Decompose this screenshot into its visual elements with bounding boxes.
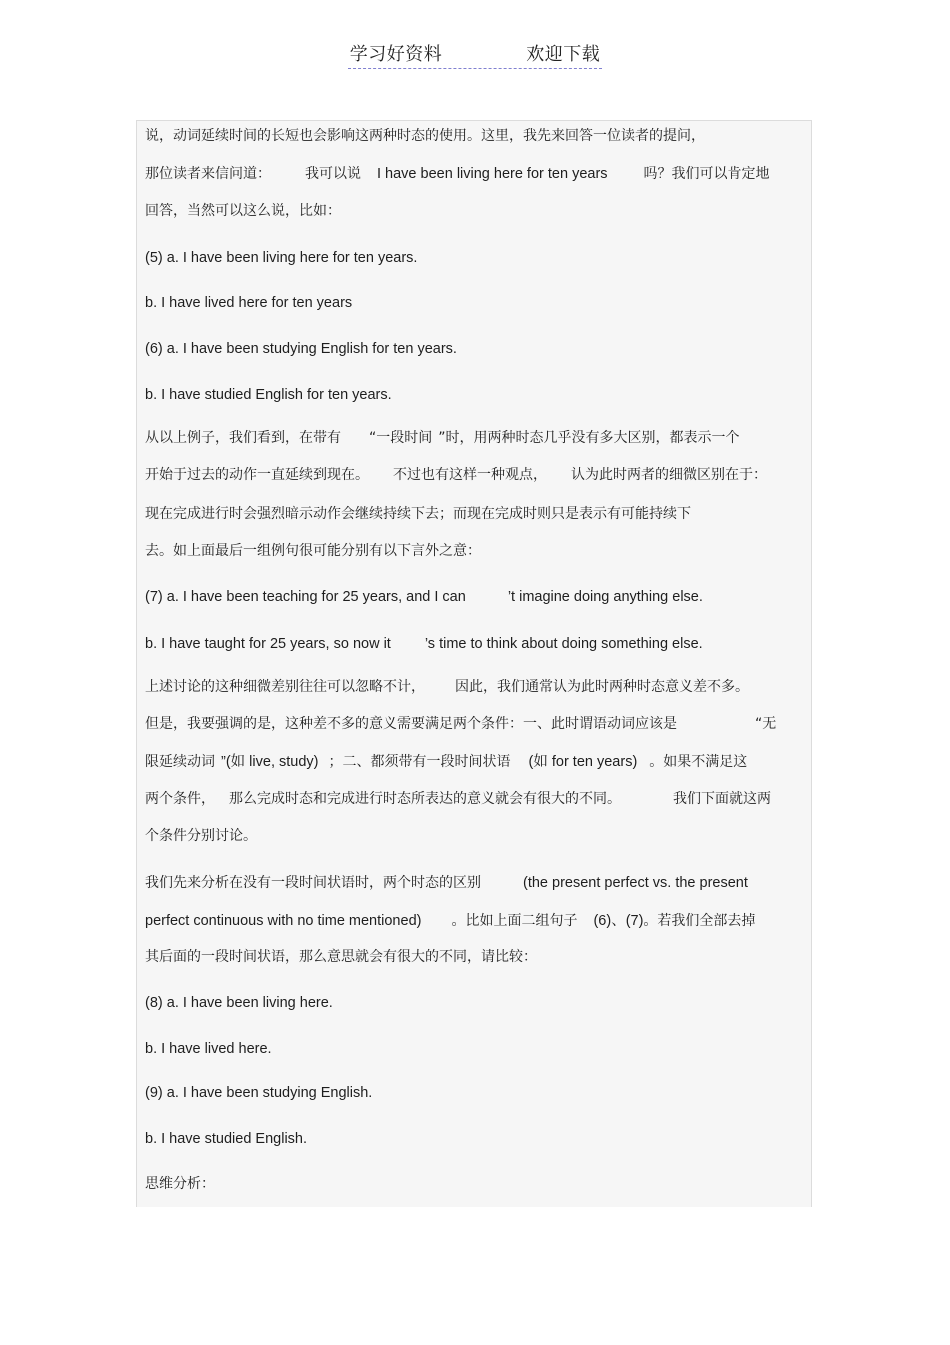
example-line: b. I have studied English. xyxy=(145,1131,308,1147)
section-label: 思维分析： xyxy=(145,1176,215,1192)
text-line: 那位读者来信问道： 我可以说 I have been living here for ten years 吗？我们可以肯定地 xyxy=(145,166,770,182)
example-line: (5) a. I have been living here for ten years. xyxy=(145,250,418,266)
example-line: b. I have taught for 25 years, so now it ’s time to think about doing something else. xyxy=(145,636,703,652)
text-line: 其后面的一段时间状语，那么意思就会有很大的不同，请比较： xyxy=(145,949,537,965)
text-line: 个条件分别讨论。 xyxy=(145,828,257,844)
text-line: 现在完成进行时会强烈暗示动作会继续持续下去；而现在完成时则只是表示有可能持续下 xyxy=(145,506,691,522)
text-line: 但是，我要强调的是，这种差不多的意义需要满足两个条件：一、此时谓语动词应该是 “无 xyxy=(145,716,777,732)
text-line: 开始于过去的动作一直延续到现在。 不过也有这样一种观点， 认为此时两者的细微区别在于： xyxy=(145,467,767,483)
example-line: b. I have studied English for ten years. xyxy=(145,387,392,403)
page-header xyxy=(0,40,950,69)
text-line: 两个条件， 那么完成时态和完成进行时态所表达的意义就会有很大的不同。 我们下面就这两 xyxy=(145,791,771,807)
text-line: 回答，当然可以这么说，比如： xyxy=(145,203,341,219)
document-body xyxy=(136,120,812,1207)
header-left-text: 学习好资料 xyxy=(349,44,443,65)
text-line: 说，动词延续时间的长短也会影响这两种时态的使用。这里，我先来回答一位读者的提问， xyxy=(145,128,705,144)
header-right-text: 欢迎下载 xyxy=(526,44,601,65)
text-line: 上述讨论的这种细微差别往往可以忽略不计， 因此，我们通常认为此时两种时态意义差不多。 xyxy=(145,679,749,695)
example-line: (7) a. I have been teaching for 25 years, and I can ’t imagine doing anything else. xyxy=(145,589,703,605)
header-banner xyxy=(348,40,603,69)
text-line: 从以上例子，我们看到，在带有 “一段时间 ”时，用两种时态几乎没有多大区别，都表示一个 xyxy=(145,430,740,446)
example-line: b. I have lived here for ten years xyxy=(145,295,353,311)
example-line: (9) a. I have been studying English. xyxy=(145,1085,373,1101)
example-line: (8) a. I have been living here. xyxy=(145,995,333,1011)
text-line: 限延续动词 ”(如 live, study) ；二、都须带有一段时间状语 (如 for ten years) 。如果不满足这 xyxy=(145,754,748,770)
example-line: (6) a. I have been studying English for ten years. xyxy=(145,341,457,357)
example-line: b. I have lived here. xyxy=(145,1041,272,1057)
text-line: 去。如上面最后一组例句很可能分别有以下言外之意： xyxy=(145,543,481,559)
text-line: perfect continuous with no time mentioned) 。比如上面二组句子 (6)、(7)。若我们全部去掉 xyxy=(145,913,756,929)
text-line: 我们先来分析在没有一段时间状语时，两个时态的区别 (the present perfect vs. the present xyxy=(145,875,748,891)
